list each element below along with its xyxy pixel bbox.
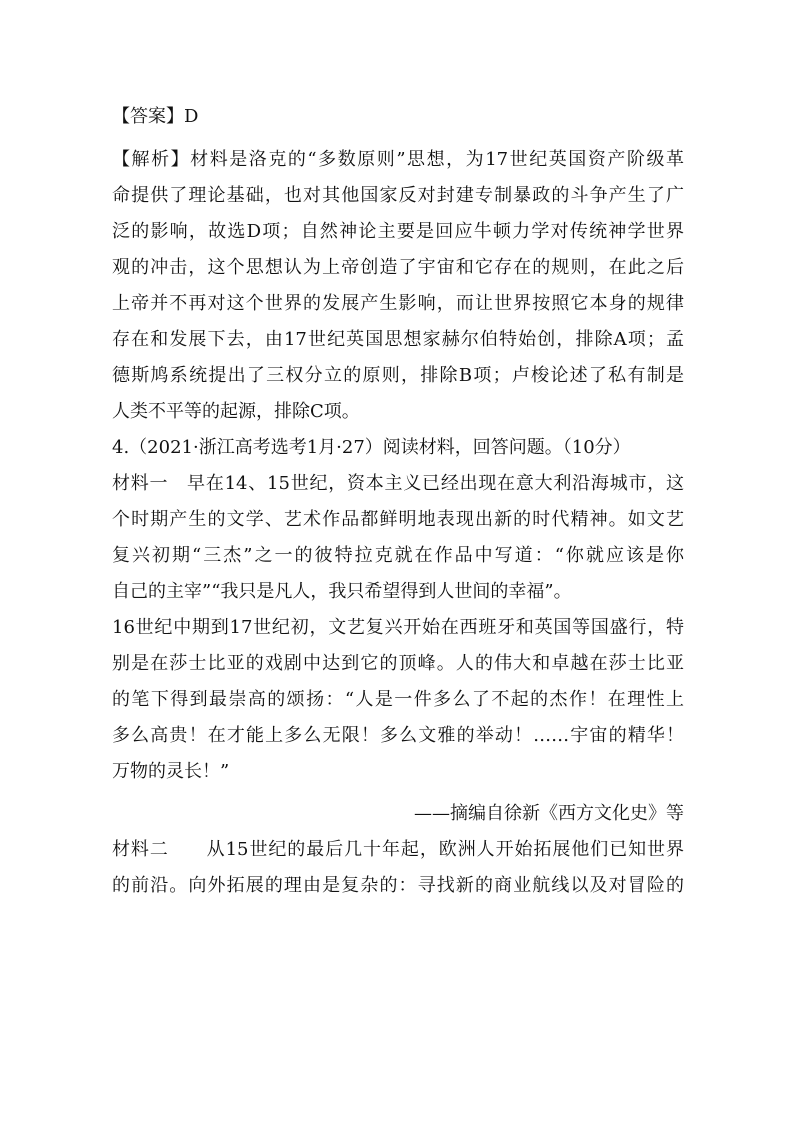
analysis-line: 上帝并不再对这个世界的发展产生影响，而让世界按照它本身的规律 xyxy=(112,293,684,314)
analysis-line: 观的冲击，这个思想认为上帝创造了宇宙和它存在的规则，在此之后 xyxy=(112,257,684,278)
material-line: 万物的灵长！” xyxy=(112,761,230,782)
material-line: 材料二 从15世纪的最后几十年起，欧洲人开始拓展他们已知世界 xyxy=(112,839,684,860)
material-line: 自己的主宰”“我只是凡人，我只希望得到人世间的幸福”。 xyxy=(112,581,572,602)
material-line: 多么高贵！在才能上多么无限！多么文雅的举动！……宇宙的精华！ xyxy=(112,725,684,746)
analysis-line: 命提供了理论基础，也对其他国家反对封建专制暴政的斗争产生了广 xyxy=(112,185,684,206)
analysis-line: 德斯鸠系统提出了三权分立的原则，排除B项；卢梭论述了私有制是 xyxy=(112,365,684,386)
material-line: 16世纪中期到17世纪初，文艺复兴开始在西班牙和英国等国盛行，特 xyxy=(112,617,684,638)
material-line: 材料一 早在14、15世纪，资本主义已经出现在意大利沿海城市，这 xyxy=(112,473,684,494)
material-line: 的前沿。向外拓展的理由是复杂的：寻找新的商业航线以及对冒险的 xyxy=(112,875,684,896)
material-line: 别是在莎士比亚的戏剧中达到它的顶峰。人的伟大和卓越在莎士比亚 xyxy=(112,653,684,674)
material-line: 复兴初期“三杰”之一的彼特拉克就在作品中写道：“你就应该是你 xyxy=(112,545,684,566)
material-line: 个时期产生的文学、艺术作品都鲜明地表现出新的时代精神。如文艺 xyxy=(112,509,684,530)
analysis-line: 【解析】材料是洛克的“多数原则”思想，为17世纪英国资产阶级革 xyxy=(112,149,684,170)
answer-label: 【答案】D xyxy=(112,106,199,127)
source-citation: ——摘编自徐新《西方文化史》等 xyxy=(414,803,684,824)
analysis-line: 人类不平等的起源，排除C项。 xyxy=(112,401,360,422)
analysis-line: 存在和发展下去，由17世纪英国思想家赫尔伯特始创，排除A项；孟 xyxy=(112,329,684,350)
analysis-line: 泛的影响，故选D项；自然神论主要是回应牛顿力学对传统神学世界 xyxy=(112,221,684,242)
material-line: 的笔下得到最崇高的颂扬：“人是一件多么了不起的杰作！在理性上 xyxy=(112,689,684,710)
question-stem: 4.（2021·浙江高考选考1月·27）阅读材料，回答问题。（10分） xyxy=(112,437,631,458)
